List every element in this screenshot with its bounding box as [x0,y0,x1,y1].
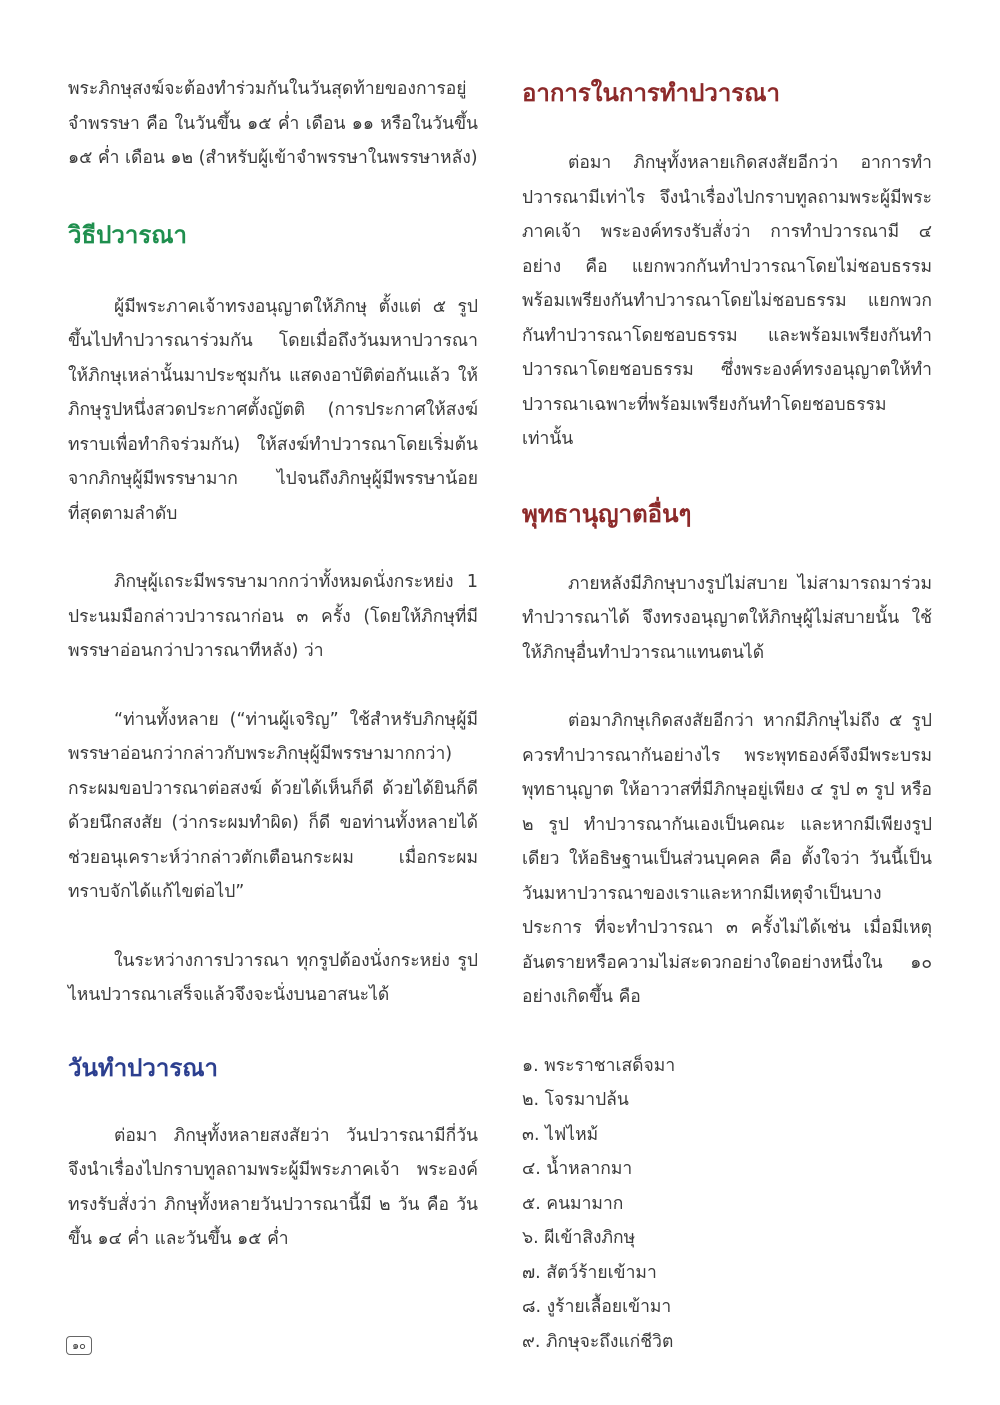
list-item: ๙. ภิกษุจะถึงแก่ชีวิต [522,1331,674,1352]
paragraph-sick-monk: ภายหลังมีภิกษุบางรูปไม่สบาย ไม่สามารถมาร่วมทำปวารณาได้ จึงทรงอนุญาตให้ภิกษุผู้ไม่สบายนั้น ใช้ให้ภิกษุอื่นทำปวารณาแทนตนได้ [522,573,932,663]
right-column [522,72,932,1359]
list-item: ๓. ไฟไหม้ [522,1124,599,1145]
paragraph-intro: พระภิกษุสงฆ์จะต้องทำร่วมกันในวันสุดท้ายของการอยู่จำพรรษา คือ ในวันขึ้น ๑๕ ค่ำ เดือน ๑๑ หรือในวันขึ้น ๑๕ ค่ำ เดือน ๑๒ (สำหรับผู้เข้าจำพรรษาในพรรษาหลัง) [68,79,478,168]
list-item: ๕. คนมามาก [522,1193,624,1214]
heading-pavarana-day: วันทำปวารณา [68,1053,218,1082]
paragraph-sitting: ในระหว่างการปวารณา ทุกรูปต้องนั่งกระหย่ง รูปไหนปวารณาเสร็จแล้วจึงจะนั่งบนอาสนะได้ [68,950,478,1005]
list-item: ๑. พระราชาเสด็จมา [522,1055,676,1076]
paragraph-method: ผู้มีพระภาคเจ้าทรงอนุญาตให้ภิกษุ ตั้งแต่ ๕ รูปขึ้นไปทำปวารณาร่วมกัน โดยเมื่อถึงวันมหาปวารณา ให้ภิกษุเหล่านั้นมาประชุมกัน แสดงอาบัติต่อกันแล้ว ให้ภิกษุรูปหนึ่งสวดประกาศตั้งญัตติ (การประกาศให้สงฆ์ทราบเพื่อทำกิจร่วมกัน) ให้สงฆ์ทำปวารณาโดยเริ่มต้นจากภิกษุผู้มีพรรษามาก ไปจนถึงภิกษุผู้มีพรรษาน้อยที่สุดตามลำดับ [68,296,478,524]
heading-pavarana-method: วิธีปวารณา [68,220,187,249]
list-item: ๘. งูร้ายเลื้อยเข้ามา [522,1297,672,1317]
paragraph-forms: ต่อมา ภิกษุทั้งหลายเกิดสงสัยอีกว่า อาการทำปวารณามีเท่าไร จึงนำเรื่องไปกราบทูลถามพระผู้มีพระภาคเจ้า พระองค์ทรงรับสั่งว่า การทำปวารณามี ๔ อย่าง คือ แยกพวกกันทำปวารณาโดยไม่ชอบธรรม พร้อมเพรียงกันทำปวารณาโดยไม่ชอบธรรม แยกพวกกันทำปวารณาโดยชอบธรรม และพร้อมเพรียงกันทำปวารณาโดยชอบธรรม ซึ่งพระองค์ทรงอนุญาตให้ทำปวารณาเฉพาะที่พร้อมเพรียงกันทำโดยชอบธรรมเท่านั้น [522,153,932,449]
list-item: ๒. โจรมาปล้น [522,1090,629,1110]
list-item: ๖. ผีเข้าสิงภิกษุ [522,1228,636,1248]
paragraph-few-monks: ต่อมาภิกษุเกิดสงสัยอีกว่า หากมีภิกษุไม่ถึง ๕ รูป ควรทำปวารณากันอย่างไร พระพุทธองค์จึงมีพระบรมพุทธานุญาต ให้อาวาสที่มีภิกษุอยู่เพียง ๔ รูป ๓ รูป หรือ ๒ รูป ทำปวารณากันเองเป็นคณะ และหากมีเพียงรูปเดียว ให้อธิษฐานเป็นส่วนบุคคล คือ ตั้งใจว่า วันนี้เป็นวันมหาปวารณาของเราและหากมีเหตุจำเป็นบางประการ ที่จะทำปวารณา ๓ ครั้งไม่ได้เช่น เมื่อมีเหตุอันตรายหรือความไม่สะดวกอย่างใดอย่างหนึ่งใน ๑๐ อย่างเกิดขึ้น คือ [522,711,932,1007]
danger-list [522,1049,932,1360]
list-item: ๗. สัตว์ร้ายเข้ามา [522,1262,657,1283]
list-item: ๔. น้ำหลากมา [522,1159,633,1179]
heading-pavarana-forms: อาการในการทำปวารณา [522,79,780,107]
left-column [68,72,478,1257]
page-number: ๑๐ [66,1336,92,1355]
paragraph-elder: ภิกษุผู้เถระมีพรรษามากกว่าทั้งหมดนั่งกระหย่ง 1 ประนมมือกล่าวปวารณาก่อน ๓ ครั้ง (โดยให้ภิกษุที่มีพรรษาอ่อนกว่าปวารณาทีหลัง) ว่า [68,572,478,661]
paragraph-quote: “ท่านทั้งหลาย (“ท่านผู้เจริญ” ใช้สำหรับภิกษุผู้มีพรรษาอ่อนกว่ากล่าวกับพระภิกษุผู้มีพรรษามากกว่า) กระผมขอปวารณาต่อสงฆ์ ด้วยได้เห็นก็ดี ด้วยได้ยินก็ดี ด้วยนึกสงสัย (ว่ากระผมทำผิด) ก็ดี ขอท่านทั้งหลายได้ช่วยอนุเคราะห์ว่ากล่าวตักเตือนกระผม เมื่อกระผมทราบจักได้แก้ไขต่อไป” [68,709,478,902]
paragraph-days: ต่อมา ภิกษุทั้งหลายสงสัยว่า วันปวารณามีกี่วัน จึงนำเรื่องไปกราบทูลถามพระผู้มีพระภาคเจ้า พระองค์ทรงรับสั่งว่า ภิกษุทั้งหลายวันปวารณานี้มี ๒ วัน คือ วันขึ้น ๑๔ ค่ำ และวันขึ้น ๑๕ ค่ำ [68,1125,478,1249]
heading-other-permissions: พุทธานุญาตอื่นๆ [522,499,692,528]
